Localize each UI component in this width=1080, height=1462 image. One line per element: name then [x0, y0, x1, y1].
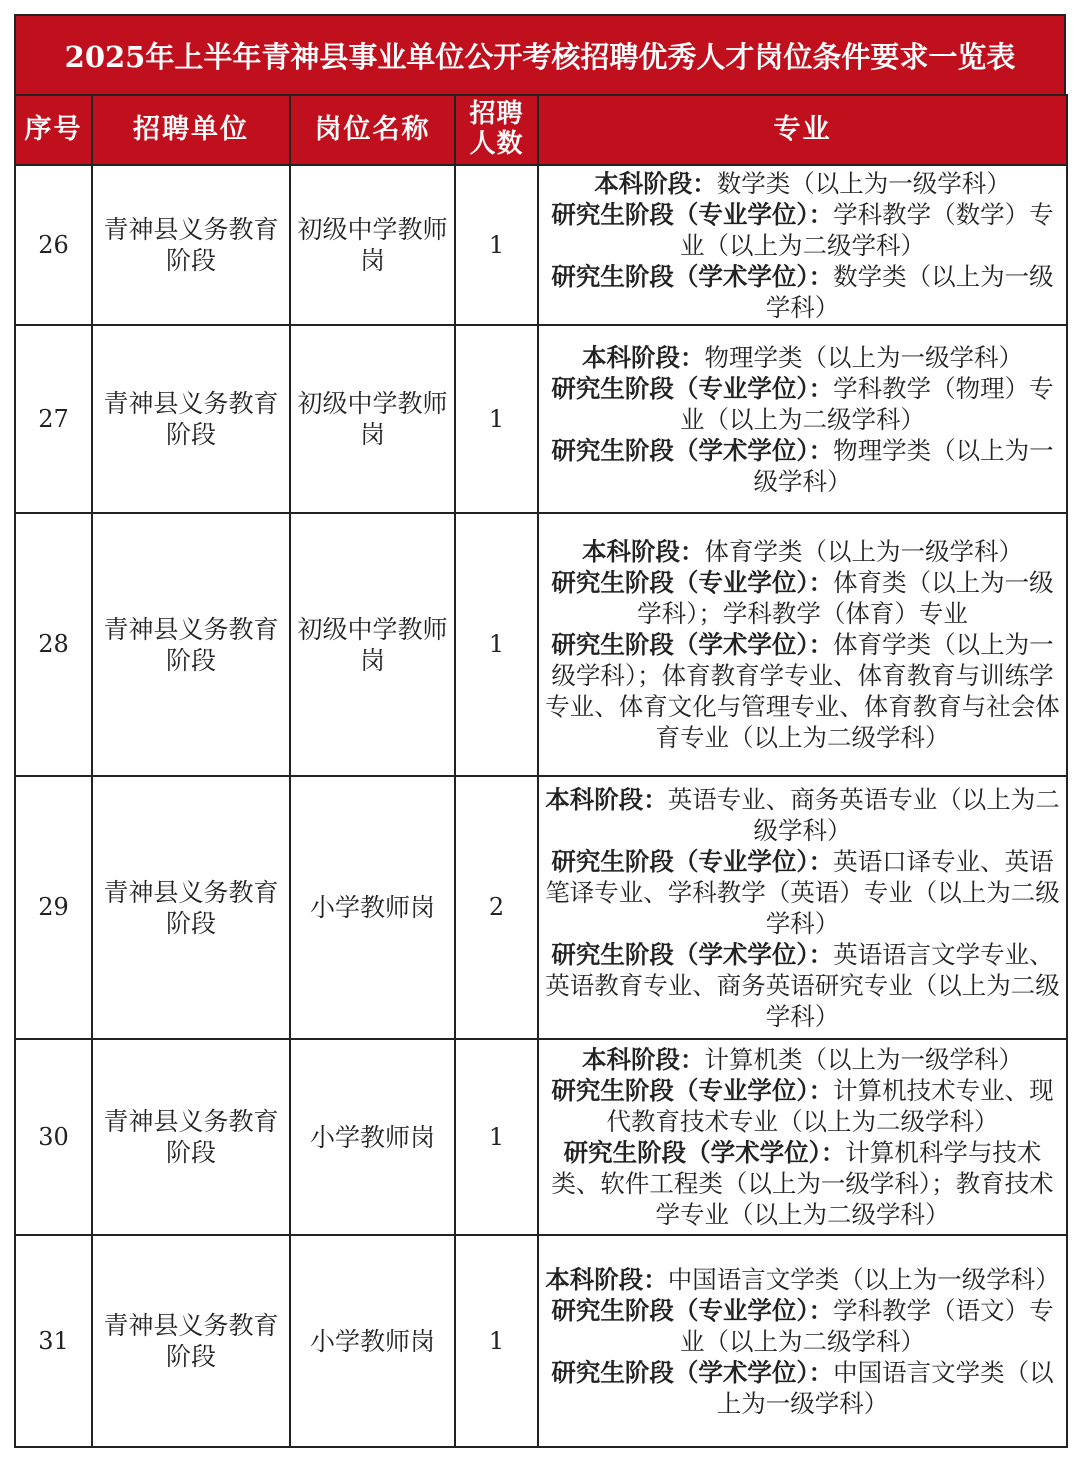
major-stage-label: 本科阶段： [594, 168, 717, 198]
table-body [15, 165, 1067, 1447]
major-requirement [545, 536, 1060, 567]
header-count-text: 招聘人数 [469, 99, 524, 159]
major-stage-text: 计算机技术专业、现代教育技术专业（以上为二级学科） [606, 1076, 1054, 1136]
row-unit: 青神县义务教育阶段 [92, 165, 290, 325]
major-requirement [545, 435, 1060, 497]
major-requirement [545, 1264, 1060, 1295]
row-count: 1 [455, 1039, 538, 1235]
row-major [538, 1235, 1067, 1447]
row-index: 29 [15, 776, 92, 1039]
header-index: 序号 [15, 95, 92, 165]
row-index: 27 [15, 325, 92, 513]
major-requirement [545, 1075, 1060, 1137]
row-position: 小学教师岗 [290, 1039, 455, 1235]
row-position: 初级中学教师岗 [290, 513, 455, 776]
row-unit: 青神县义务教育阶段 [92, 513, 290, 776]
major-stage-label: 本科阶段： [545, 784, 668, 814]
major-requirement [545, 1357, 1060, 1419]
table-row [15, 165, 1067, 325]
major-stage-text: 计算机科学与技术类、软件工程类（以上为一级学科）；教育技术学专业（以上为二级学科） [551, 1138, 1054, 1229]
row-major [538, 165, 1067, 325]
major-stage-label: 本科阶段： [582, 1045, 705, 1074]
major-stage-label: 本科阶段： [582, 537, 705, 566]
major-stage-text: 学科教学（数学）专业（以上为二级学科） [680, 199, 1054, 260]
major-requirement [545, 1295, 1060, 1357]
header-count [455, 95, 538, 165]
major-stage-text: 数学类（以上为一级学科） [765, 261, 1054, 322]
row-major [538, 325, 1067, 513]
major-stage-text: 中国语言文学类（以上为一级学科） [716, 1357, 1054, 1418]
major-requirement [545, 261, 1060, 323]
table-row [15, 776, 1067, 1039]
major-stage-text: 物理学类（以上为一级学科） [753, 435, 1054, 496]
recruitment-table [14, 94, 1068, 1448]
major-stage-text: 中国语言文学类（以上为一级学科） [667, 1264, 1060, 1294]
major-stage-label: 研究生阶段（专业学位）： [551, 1295, 834, 1325]
major-requirement [545, 1044, 1060, 1075]
row-position: 初级中学教师岗 [290, 325, 455, 513]
major-stage-text: 数学类（以上为一级学科） [716, 168, 1011, 198]
row-count: 1 [455, 1235, 538, 1447]
major-stage-text: 英语语言文学专业、英语教育专业、商务英语研究专业（以上为二级学科） [545, 939, 1060, 1031]
row-index: 30 [15, 1039, 92, 1235]
major-requirement [545, 567, 1060, 629]
header-unit: 招聘单位 [92, 95, 290, 165]
major-stage-label: 研究生阶段（专业学位）： [551, 568, 834, 597]
major-stage-label: 研究生阶段（学术学位）： [551, 435, 834, 465]
major-stage-text: 学科教学（物理）专业（以上为二级学科） [680, 373, 1054, 434]
major-stage-label: 研究生阶段（学术学位）： [551, 630, 834, 659]
row-position: 小学教师岗 [290, 1235, 455, 1447]
major-stage-text: 英语口译专业、英语笔译专业、学科教学（英语）专业（以上为二级学科） [545, 846, 1060, 938]
row-unit: 青神县义务教育阶段 [92, 776, 290, 1039]
row-position: 小学教师岗 [290, 776, 455, 1039]
row-unit: 青神县义务教育阶段 [92, 1039, 290, 1235]
major-requirement [545, 629, 1060, 753]
table-row [15, 325, 1067, 513]
row-unit: 青神县义务教育阶段 [92, 1235, 290, 1447]
row-unit: 青神县义务教育阶段 [92, 325, 290, 513]
row-major [538, 776, 1067, 1039]
row-count: 2 [455, 776, 538, 1039]
major-stage-label: 本科阶段： [545, 1264, 668, 1294]
major-requirement [545, 784, 1060, 846]
major-stage-text: 学科教学（语文）专业（以上为二级学科） [680, 1295, 1054, 1356]
row-major [538, 1039, 1067, 1235]
major-stage-label: 研究生阶段（学术学位）： [563, 1138, 846, 1167]
header-major: 专业 [538, 95, 1067, 165]
major-stage-text: 体育学类（以上为一级学科）；体育教育学专业、体育教育与训练学专业、体育文化与管理专业、体育教育与社会体育专业（以上为二级学科） [545, 630, 1060, 752]
major-requirement [545, 939, 1060, 1032]
major-requirement [545, 373, 1060, 435]
row-count: 1 [455, 325, 538, 513]
recruitment-table-sheet [14, 14, 1066, 1448]
major-requirement [545, 342, 1060, 373]
major-stage-text: 物理学类（以上为一级学科） [704, 342, 1023, 372]
major-stage-text: 体育学类（以上为一级学科） [704, 537, 1023, 566]
table-row [15, 513, 1067, 776]
major-stage-label: 研究生阶段（专业学位）： [551, 1076, 834, 1105]
table-row [15, 1235, 1067, 1447]
major-stage-text: 英语专业、商务英语专业（以上为二级学科） [667, 784, 1060, 845]
row-count: 1 [455, 165, 538, 325]
row-major [538, 513, 1067, 776]
major-stage-label: 研究生阶段（专业学位）： [551, 846, 834, 876]
row-index: 26 [15, 165, 92, 325]
major-stage-text: 计算机类（以上为一级学科） [704, 1045, 1023, 1074]
header-row [15, 95, 1067, 165]
major-stage-label: 研究生阶段（专业学位）： [551, 373, 834, 403]
major-stage-label: 研究生阶段（学术学位）： [551, 939, 834, 969]
row-index: 28 [15, 513, 92, 776]
row-position: 初级中学教师岗 [290, 165, 455, 325]
table-row [15, 1039, 1067, 1235]
row-index: 31 [15, 1235, 92, 1447]
table-title: 2025年上半年青神县事业单位公开考核招聘优秀人才岗位条件要求一览表 [14, 14, 1066, 94]
major-stage-label: 研究生阶段（学术学位）： [551, 261, 834, 291]
major-requirement [545, 168, 1060, 199]
major-requirement [545, 846, 1060, 939]
row-count: 1 [455, 513, 538, 776]
major-requirement [545, 199, 1060, 261]
header-position: 岗位名称 [290, 95, 455, 165]
major-stage-text: 体育类（以上为一级学科）；学科教学（体育）专业 [637, 568, 1054, 628]
major-stage-label: 本科阶段： [582, 342, 705, 372]
major-stage-label: 研究生阶段（专业学位）： [551, 199, 834, 229]
major-stage-label: 研究生阶段（学术学位）： [551, 1357, 834, 1387]
major-requirement [545, 1137, 1060, 1230]
